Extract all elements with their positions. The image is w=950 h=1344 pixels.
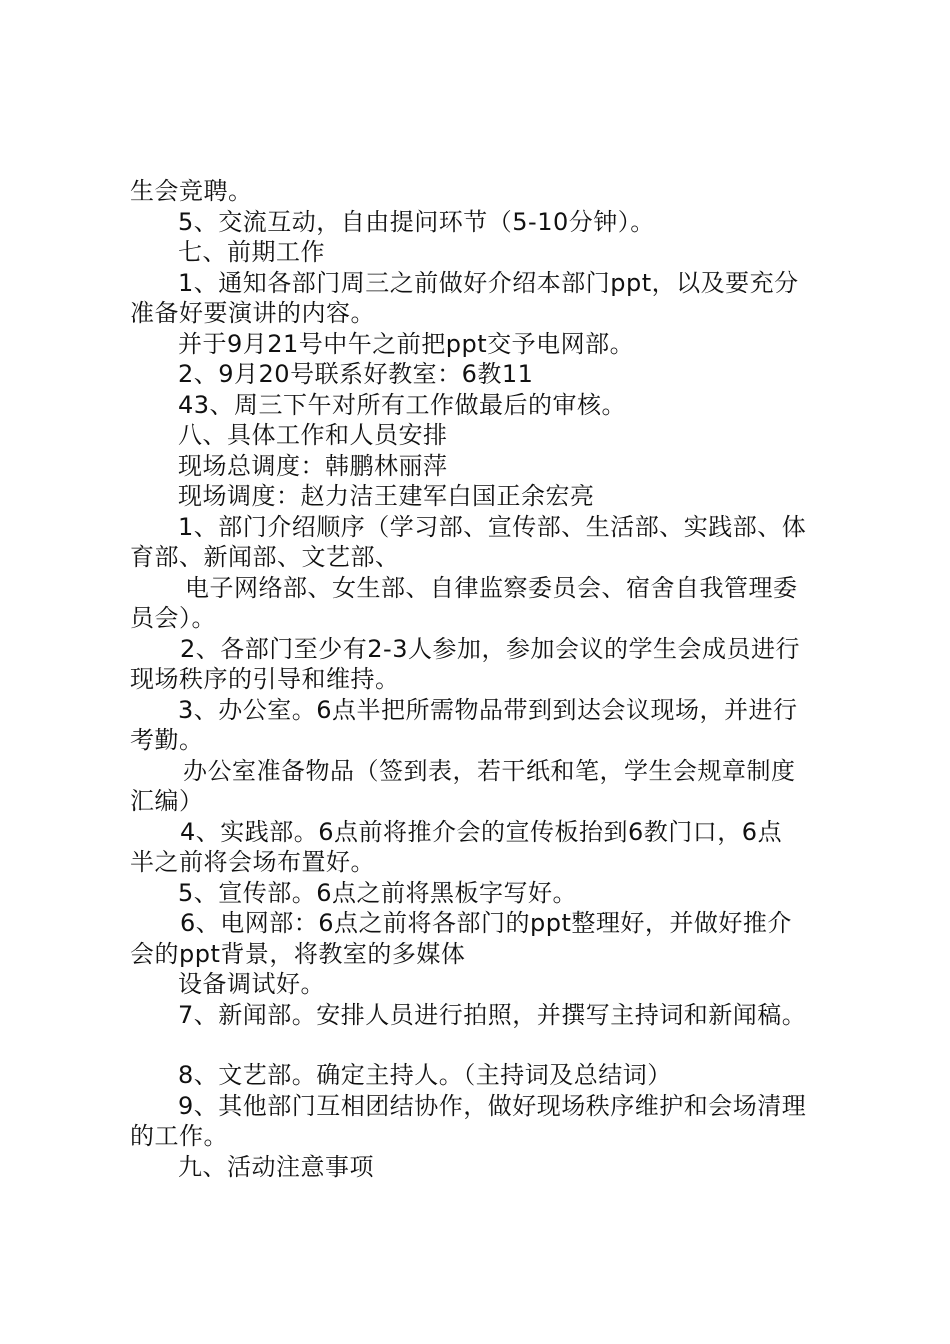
text-line: 5、宣传部。6点之前将黑板字写好。	[178, 879, 578, 907]
text-line: 准备好要演讲的内容。	[130, 299, 375, 327]
text-line: 育部、新闻部、文艺部、	[130, 543, 400, 571]
text-line: 7、新闻部。安排人员进行拍照，并撰写主持词和新闻稿。	[178, 1001, 807, 1029]
text-line: 8、文艺部。确定主持人。（主持词及总结词）	[178, 1061, 672, 1089]
text-line: 3、办公室。6点半把所需物品带到到达会议现场，并进行	[178, 696, 798, 724]
text-line: 会的ppt背景，将教室的多媒体	[130, 940, 466, 968]
text-line: 4、实践部。6点前将推介会的宣传板抬到6教门口，6点	[180, 818, 783, 846]
text-line: 2、9月20号联系好教室：6教11	[178, 360, 534, 388]
text-line: 9、其他部门互相团结协作，做好现场秩序维护和会场清理	[178, 1092, 807, 1120]
text-line: 6、电网部：6点之前将各部门的ppt整理好，并做好推介	[180, 909, 792, 937]
section-heading: 八、具体工作和人员安排	[178, 421, 448, 449]
text-line: 半之前将会场布置好。	[130, 848, 375, 876]
text-line: 并于9月21号中午之前把ppt交予电网部。	[178, 330, 635, 358]
text-line: 办公室准备物品（签到表，若干纸和笔，学生会规章制度	[183, 757, 796, 785]
text-line: 2、各部门至少有2-3人参加，参加会议的学生会成员进行	[180, 635, 800, 663]
text-line: 生会竞聘。	[130, 177, 253, 205]
text-line: 5、交流互动，自由提问环节（5-10分钟）。	[178, 208, 655, 236]
text-line: 43、周三下午对所有工作做最后的审核。	[178, 391, 627, 419]
text-line: 设备调试好。	[178, 970, 325, 998]
section-heading: 九、活动注意事项	[178, 1153, 374, 1181]
text-line: 1、通知各部门周三之前做好介绍本部门ppt，以及要充分	[178, 269, 799, 297]
text-line: 现场总调度：韩鹏林丽萍	[178, 452, 448, 480]
text-line: 现场秩序的引导和维持。	[130, 665, 400, 693]
text-line: 汇编）	[130, 787, 204, 815]
text-line: 员会）。	[130, 604, 216, 632]
section-heading: 七、前期工作	[178, 238, 325, 266]
text-line: 的工作。	[130, 1122, 228, 1150]
text-line: 1、部门介绍顺序（学习部、宣传部、生活部、实践部、体	[178, 513, 807, 541]
text-line: 考勤。	[130, 726, 204, 754]
text-line: 现场调度：赵力洁王建军白国正余宏亮	[178, 482, 595, 510]
text-line: 电子网络部、女生部、自律监察委员会、宿舍自我管理委	[185, 574, 798, 602]
